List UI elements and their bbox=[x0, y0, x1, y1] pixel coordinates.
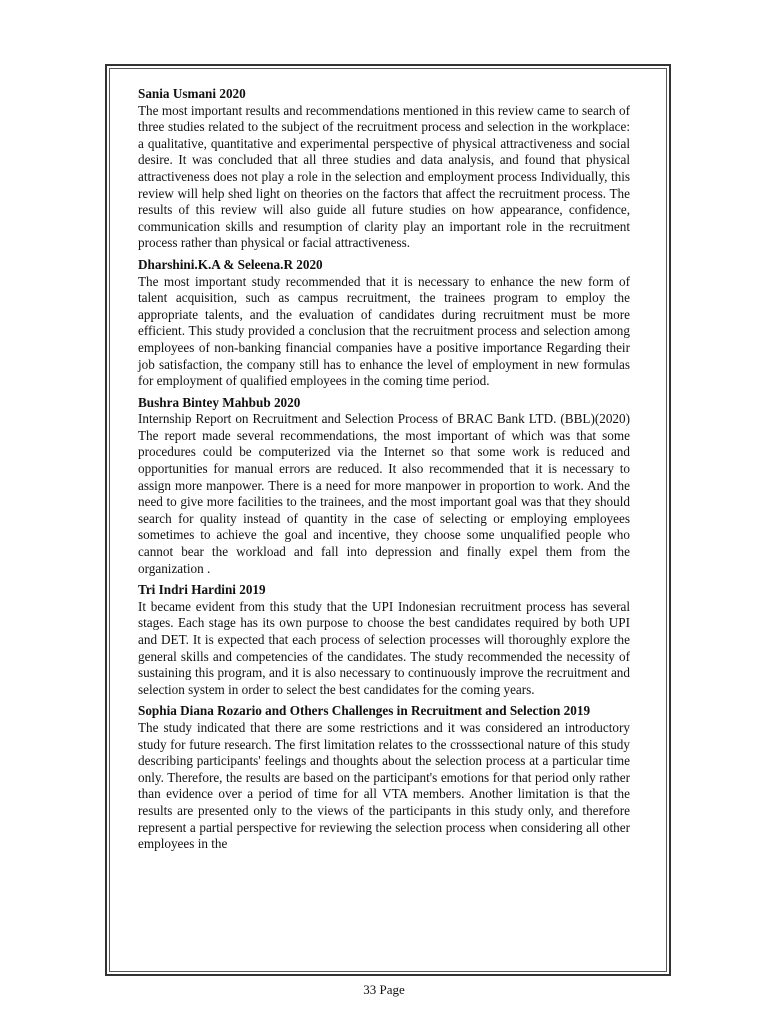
page-number: 33 Page bbox=[363, 982, 405, 997]
section-dharshini-seleena bbox=[138, 257, 630, 390]
section-sophia-diana-rozario bbox=[138, 703, 630, 852]
section-bushra-bintey-mahbub bbox=[138, 395, 630, 578]
section-body: The most important study recommended that it is necessary to enhance the new form of talent acquisition, such as campus recruitment, the trainees program to employ the appropriate talents, and the evaluation of candidates during recruitment must be more efficient. This study provided a conclusion that the recruitment process and selection among employees of non-banking financial companies have a positive importance Regarding their job satisfaction, the company still has to enhance the level of employment in new formulas for employment of qualified employees in the coming time period. bbox=[138, 273, 630, 389]
section-tri-indri-hardini bbox=[138, 582, 630, 698]
section-body: The study indicated that there are some restrictions and it was considered an introductory study for future research. The first limitation relates to the crosssectional nature of this study describing participants' feelings and thoughts about the selection process at a particular time only. Therefore, the results are based on the participant's emotions for that period only rather than evidence over a period of time for all VTA members. Another limitation is that the results are presented only to the views of the participants in this study only, and therefore represent a partial perspective for reviewing the selection process when considering all other employees in the bbox=[138, 719, 630, 852]
section-body: It became evident from this study that the UPI Indonesian recruitment process has several stages. Each stage has its own purpose to choose the best candidates required by both UPI and DET. It is expected that each process of selection processes will thoroughly explore the general skills and competencies of the candidates. The study recommended the necessity of sustaining this program, and it is also necessary to continuously improve the recruitment and selection system in order to select the best candidates for the coming years. bbox=[138, 598, 630, 697]
section-sania-usmani bbox=[138, 86, 630, 252]
section-body: The most important results and recommendations mentioned in this review came to search of three studies related to the subject of the recruitment process and selection in the workplace: a qualitative, quantitative and experimental perspective of physical attractiveness and social desire. It was concluded that all three studies and data analysis, and found that physical attractiveness does not play a role in the selection and employment process Individually, this review will help shed light on theories on the factors that affect the recruitment process. The results of this review will also guide all future studies on how appearance, confidence, communication skills and resumption of clarity play an important role in the recruitment process rather than physical or facial attractiveness. bbox=[138, 102, 630, 251]
section-body: Internship Report on Recruitment and Selection Process of BRAC Bank LTD. (BBL)(2020) The report made several recommendations, the most important of which was that some procedures could be computerized via the Internet so that some work is reduced and opportunities for manual errors are reduced. It also recommended that it is necessary to assign more manpower. There is a need for more manpower in proportion to work. And the need to give more facilities to the trainees, and the most important goal was that they should search for quality instead of quantity in the case of selecting or employing employees sometimes to achieve the goal and incentive, they choose some unqualified people who cannot bear the workload and fall into depression and finally expel them from the organization . bbox=[138, 411, 630, 576]
section-heading: Dharshini.K.A & Seleena.R 2020 bbox=[138, 256, 323, 272]
page-content bbox=[138, 86, 630, 858]
section-heading: Bushra Bintey Mahbub 2020 bbox=[138, 394, 301, 410]
section-heading: Tri Indri Hardini 2019 bbox=[138, 582, 266, 598]
section-heading: Sania Usmani 2020 bbox=[138, 86, 246, 101]
section-heading: Sophia Diana Rozario and Others Challenges in Recruitment and Selection 2019 bbox=[138, 703, 591, 719]
